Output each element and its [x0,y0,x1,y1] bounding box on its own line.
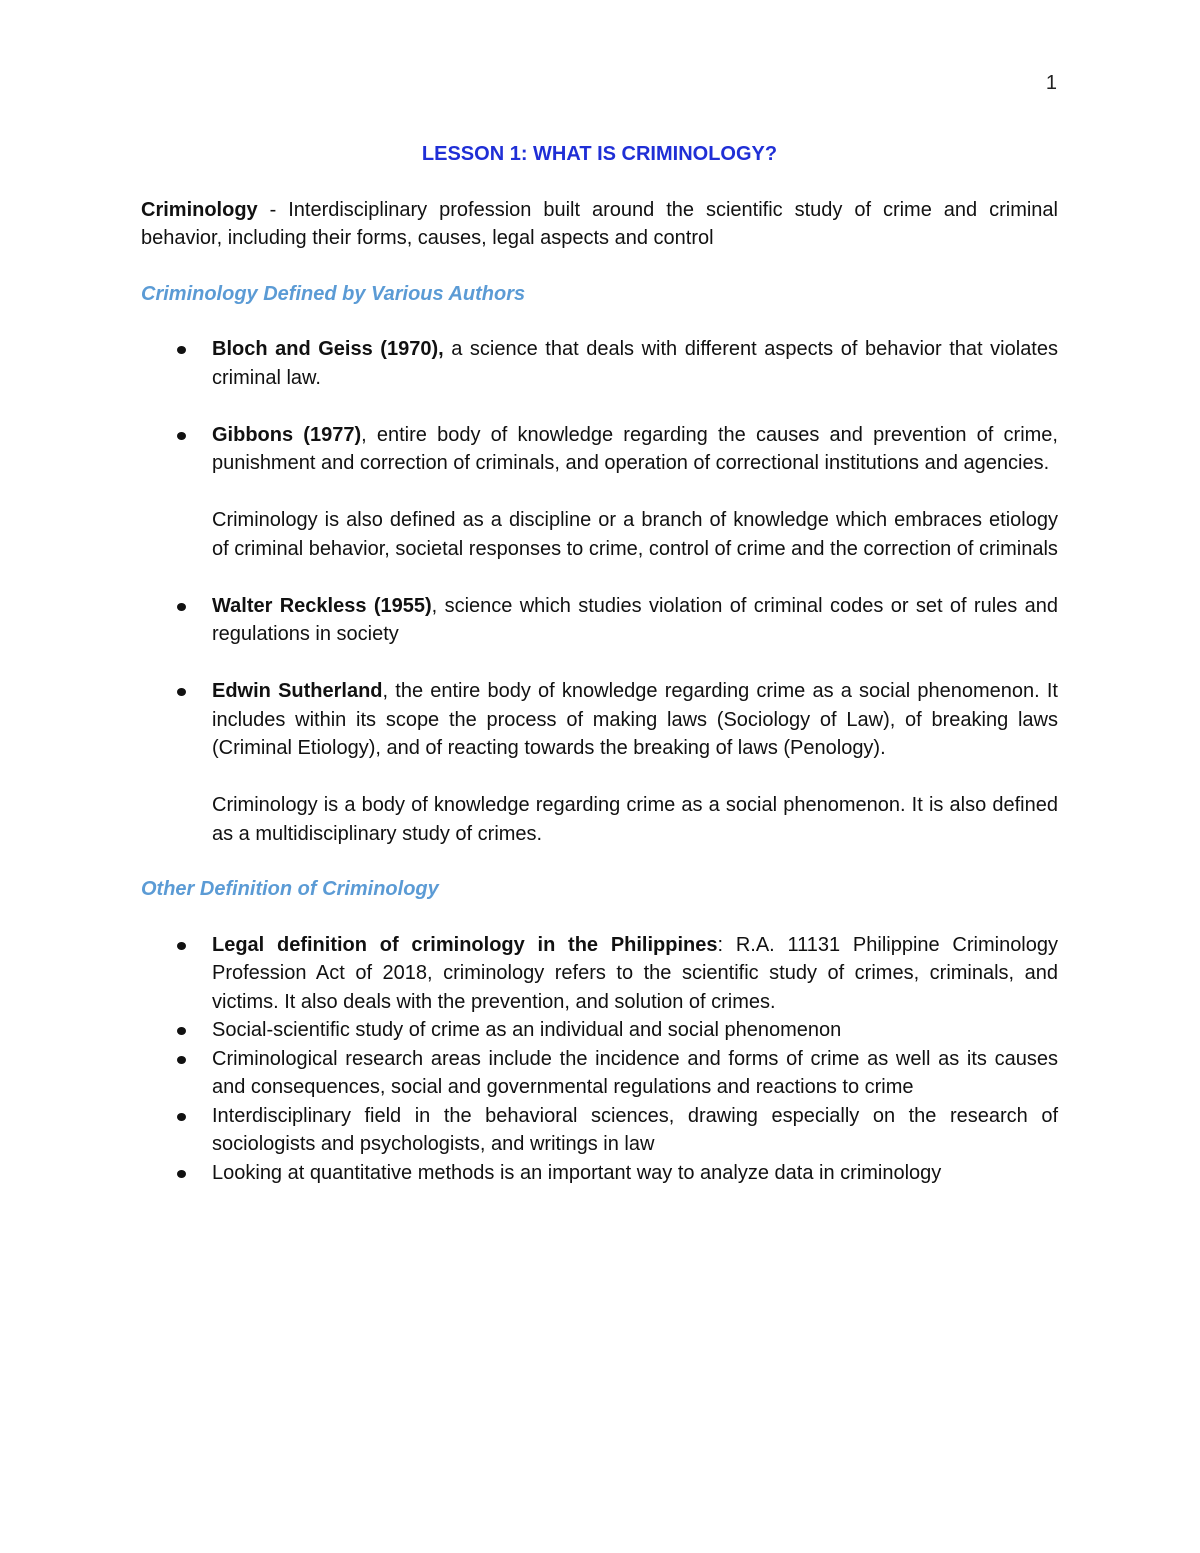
author-name: Edwin Sutherland [212,680,383,702]
intro-text: - Interdisciplinary profession built around the scientific study of crime and criminal behavior, including their forms, causes, legal aspects and control [141,198,1058,249]
author-name: Gibbons (1977) [212,423,362,446]
additional-definition: Criminology is a body of knowledge regarding crime as a social phenomenon. It is also defined as a multidisciplinary study of crimes. [212,794,1058,845]
page-number: 1 [1045,72,1057,94]
list-item [141,931,1058,1017]
section-heading-other: Other Definition of Criminology [141,878,439,900]
definition-text: : R.A. 11131 Philippine Criminology Profession Act of 2018, criminology refers to the scientific study of crimes, criminals, and victims. It also deals with the prevention, and solution of crimes. [212,933,1058,1013]
authors-definition-list [141,335,1058,848]
section-heading-authors: Criminology Defined by Various Authors [141,282,526,305]
definition-text: Looking at quantitative methods is an important way to analyze data in criminology [212,1161,942,1184]
bullet-icon [177,346,186,354]
definition-text: Social-scientific study of crime as an individual and social phenomenon [212,1019,842,1041]
definition-text: Interdisciplinary field in the behavioral sciences, drawing especially on the research of sociologists and psychologists, and writings in law [212,1104,1058,1155]
list-item [141,592,1058,649]
other-definition-list [141,931,1058,1188]
intro-paragraph [141,196,1058,253]
intro-term: Criminology [141,198,258,221]
bullet-icon [177,603,186,611]
list-item [141,335,1058,392]
bullet-icon [177,1056,186,1064]
additional-definition: Criminology is also defined as a discipline or a branch of knowledge which embraces etiology of criminal behavior, societal responses to crime, control of crime and the correction of criminals [212,509,1058,560]
list-item [141,1102,1058,1159]
document-content [141,140,1058,1187]
legal-definition-label: Legal definition of criminology in the Philippines [212,933,718,956]
definition-text: , entire body of knowledge regarding the causes and prevention of crime, punishment and correction of criminals, and operation of correctional institutions and agencies. [212,423,1058,474]
definition-text: , science which studies violation of criminal codes or set of rules and regulations in society [212,594,1058,645]
author-name: Walter Reckless (1955) [212,594,432,617]
definition-text: , the entire body of knowledge regarding crime as a social phenomenon. It includes within its scope the process of making laws (Sociology of Law), of breaking laws (Criminal Etiology), and of reacting towards the breaking of laws (Penology). [212,680,1058,759]
list-item [141,1159,1058,1188]
list-item [141,421,1058,564]
bullet-icon [177,1027,186,1035]
bullet-icon [177,688,186,696]
lesson-title: LESSON 1: WHAT IS CRIMINOLOGY? [421,143,778,165]
list-item [141,1016,1058,1045]
list-item [141,677,1058,848]
definition-text: Criminological research areas include the incidence and forms of crime as well as its causes and consequences, social and governmental regulations and reactions to crime [212,1047,1058,1098]
bullet-icon [177,1113,186,1121]
definition-text: a science that deals with different aspects of behavior that violates criminal law. [212,338,1058,389]
list-item [141,1045,1058,1102]
bullet-icon [177,1170,186,1178]
bullet-icon [177,942,186,950]
bullet-icon [177,432,186,440]
author-name: Bloch and Geiss (1970), [212,338,444,360]
